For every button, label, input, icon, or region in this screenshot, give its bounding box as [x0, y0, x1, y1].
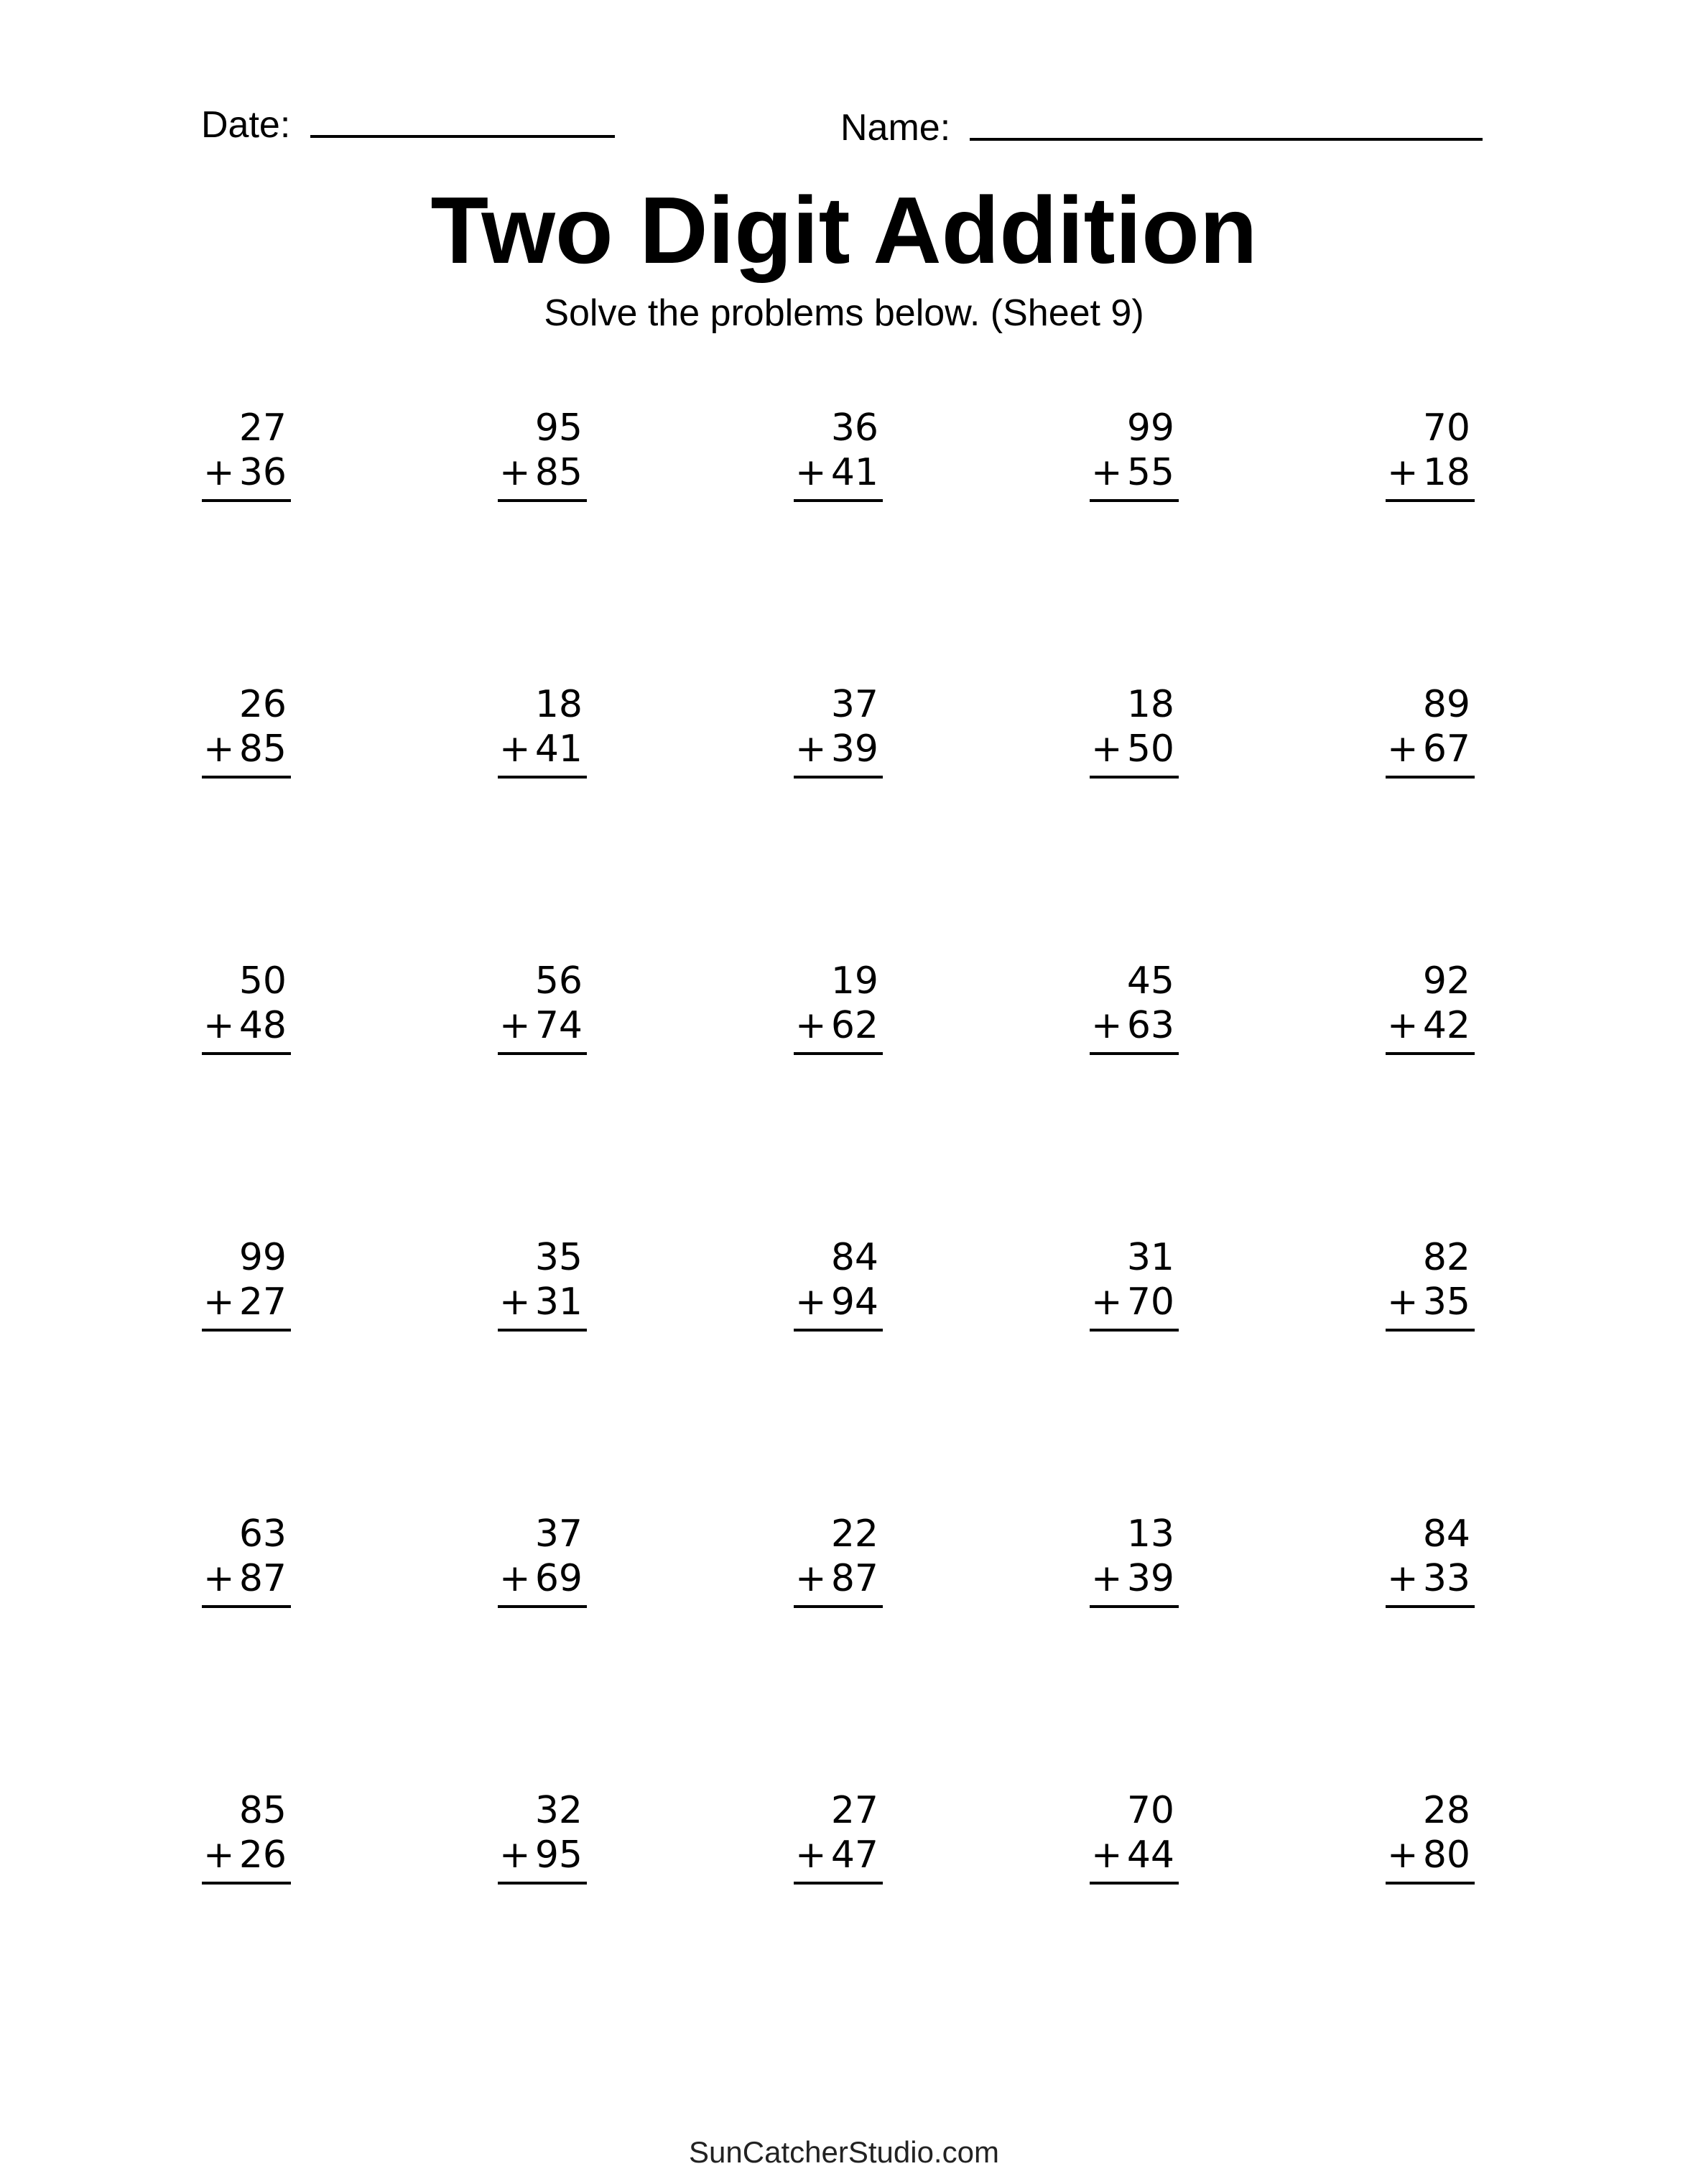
- addition-problem: [202, 1235, 291, 1332]
- plus-sign: +: [1387, 1281, 1419, 1324]
- addition-problem: [1090, 1788, 1179, 1885]
- second-addend-row: [202, 1003, 291, 1048]
- first-addend: 36: [830, 406, 878, 450]
- second-addend-row: [794, 1556, 883, 1601]
- addition-problem: [498, 959, 587, 1055]
- answer-line: [498, 1605, 587, 1608]
- plus-sign: +: [499, 1557, 531, 1600]
- answer-line: [1090, 1882, 1179, 1885]
- answer-line: [794, 1605, 883, 1608]
- second-addend-row: [1090, 450, 1179, 495]
- answer-line: [1090, 1052, 1179, 1055]
- first-addend: 82: [1422, 1236, 1470, 1279]
- addition-problem: [1090, 406, 1179, 502]
- addition-problem: [794, 1512, 883, 1608]
- plus-sign: +: [203, 451, 235, 494]
- first-addend: 63: [238, 1512, 287, 1556]
- first-addend: 37: [534, 1512, 583, 1556]
- second-addend-row: [1090, 727, 1179, 771]
- second-addend-row: [1386, 1556, 1475, 1601]
- date-label: Date:: [201, 104, 291, 146]
- second-addend-row: [202, 727, 291, 771]
- addition-problem: [202, 406, 291, 502]
- plus-sign: +: [499, 1004, 531, 1047]
- second-addend-row: [794, 1833, 883, 1877]
- answer-line: [794, 776, 883, 779]
- addition-problem: [1386, 1512, 1475, 1608]
- first-addend: 95: [534, 406, 583, 450]
- second-addend: 27: [238, 1281, 287, 1324]
- addition-problem: [1090, 1512, 1179, 1608]
- second-addend-row: [498, 1280, 587, 1324]
- second-addend: 33: [1422, 1557, 1470, 1600]
- addition-problem: [498, 1788, 587, 1885]
- plus-sign: +: [203, 1281, 235, 1324]
- answer-line: [498, 1329, 587, 1332]
- addition-problem: [794, 1235, 883, 1332]
- second-addend: 35: [1422, 1281, 1470, 1324]
- second-addend: 74: [534, 1004, 583, 1047]
- addition-problem: [794, 1788, 883, 1885]
- answer-line: [202, 1605, 291, 1608]
- plus-sign: +: [203, 1557, 235, 1600]
- second-addend-row: [1090, 1556, 1179, 1601]
- answer-line: [1090, 1329, 1179, 1332]
- addition-problem: [1090, 1235, 1179, 1332]
- first-addend: 70: [1422, 406, 1470, 450]
- second-addend-row: [1386, 727, 1475, 771]
- plus-sign: +: [1091, 1281, 1123, 1324]
- second-addend: 39: [1126, 1557, 1174, 1600]
- plus-sign: +: [1387, 1557, 1419, 1600]
- first-addend: 27: [830, 1789, 878, 1832]
- answer-line: [498, 499, 587, 502]
- answer-line: [1090, 776, 1179, 779]
- second-addend: 55: [1126, 451, 1174, 494]
- footer-credit: SunCatcherStudio.com: [689, 2135, 999, 2169]
- second-addend: 69: [534, 1557, 583, 1600]
- first-addend: 19: [830, 959, 878, 1003]
- plus-sign: +: [1091, 451, 1123, 494]
- answer-line: [1386, 1052, 1475, 1055]
- first-addend: 84: [830, 1236, 878, 1279]
- addition-problem: [498, 1235, 587, 1332]
- plus-sign: +: [203, 728, 235, 771]
- second-addend: 39: [830, 728, 878, 771]
- plus-sign: +: [499, 451, 531, 494]
- answer-line: [1386, 776, 1475, 779]
- second-addend: 41: [534, 728, 583, 771]
- first-addend: 18: [534, 683, 583, 726]
- answer-line: [498, 1052, 587, 1055]
- first-addend: 89: [1422, 683, 1470, 726]
- second-addend: 26: [238, 1834, 287, 1877]
- answer-line: [202, 1882, 291, 1885]
- second-addend-row: [202, 1556, 291, 1601]
- answer-line: [794, 1329, 883, 1332]
- plus-sign: +: [499, 1281, 531, 1324]
- plus-sign: +: [795, 1281, 827, 1324]
- instructions: Solve the problems below. (Sheet 9): [544, 292, 1144, 334]
- first-addend: 37: [830, 683, 878, 726]
- second-addend: 44: [1126, 1834, 1174, 1877]
- first-addend: 85: [238, 1789, 287, 1832]
- first-addend: 45: [1126, 959, 1174, 1003]
- first-addend: 28: [1422, 1789, 1470, 1832]
- answer-line: [202, 776, 291, 779]
- answer-line: [1090, 1605, 1179, 1608]
- second-addend-row: [1386, 1003, 1475, 1048]
- addition-problem: [202, 1512, 291, 1608]
- second-addend-row: [794, 727, 883, 771]
- plus-sign: +: [1387, 1834, 1419, 1877]
- answer-line: [202, 1329, 291, 1332]
- addition-problem: [1090, 959, 1179, 1055]
- plus-sign: +: [1387, 1004, 1419, 1047]
- second-addend-row: [794, 1280, 883, 1324]
- plus-sign: +: [795, 451, 827, 494]
- addition-problem: [498, 1512, 587, 1608]
- plus-sign: +: [499, 728, 531, 771]
- second-addend: 18: [1422, 451, 1470, 494]
- addition-problem: [1386, 1788, 1475, 1885]
- plus-sign: +: [203, 1834, 235, 1877]
- second-addend: 63: [1126, 1004, 1174, 1047]
- second-addend-row: [202, 450, 291, 495]
- second-addend: 41: [830, 451, 878, 494]
- addition-problem: [794, 959, 883, 1055]
- answer-line: [1386, 1882, 1475, 1885]
- answer-line: [1386, 1605, 1475, 1608]
- second-addend-row: [498, 450, 587, 495]
- answer-line: [1386, 499, 1475, 502]
- answer-line: [498, 1882, 587, 1885]
- answer-line: [794, 1052, 883, 1055]
- addition-problem: [498, 406, 587, 502]
- answer-line: [498, 776, 587, 779]
- second-addend-row: [1090, 1833, 1179, 1877]
- second-addend: 48: [238, 1004, 287, 1047]
- plus-sign: +: [1091, 1557, 1123, 1600]
- first-addend: 13: [1126, 1512, 1174, 1556]
- answer-line: [1386, 1329, 1475, 1332]
- plus-sign: +: [499, 1834, 531, 1877]
- answer-line: [202, 1052, 291, 1055]
- first-addend: 70: [1126, 1789, 1174, 1832]
- second-addend: 80: [1422, 1834, 1470, 1877]
- second-addend: 62: [830, 1004, 878, 1047]
- plus-sign: +: [795, 1004, 827, 1047]
- first-addend: 22: [830, 1512, 878, 1556]
- name-label: Name:: [840, 107, 951, 149]
- second-addend-row: [794, 1003, 883, 1048]
- first-addend: 56: [534, 959, 583, 1003]
- addition-problem: [1386, 959, 1475, 1055]
- second-addend-row: [498, 1556, 587, 1601]
- first-addend: 99: [238, 1236, 287, 1279]
- answer-line: [202, 499, 291, 502]
- first-addend: 92: [1422, 959, 1470, 1003]
- second-addend: 67: [1422, 728, 1470, 771]
- addition-problem: [1386, 1235, 1475, 1332]
- addition-problem: [1090, 682, 1179, 779]
- second-addend: 85: [534, 451, 583, 494]
- second-addend-row: [1386, 1280, 1475, 1324]
- answer-line: [1090, 499, 1179, 502]
- second-addend-row: [498, 727, 587, 771]
- addition-problem: [202, 682, 291, 779]
- first-addend: 32: [534, 1789, 583, 1832]
- second-addend: 87: [830, 1557, 878, 1600]
- second-addend-row: [498, 1003, 587, 1048]
- answer-line: [794, 499, 883, 502]
- second-addend-row: [202, 1833, 291, 1877]
- second-addend: 31: [534, 1281, 583, 1324]
- second-addend: 47: [830, 1834, 878, 1877]
- second-addend-row: [1090, 1280, 1179, 1324]
- plus-sign: +: [1387, 451, 1419, 494]
- addition-problem: [1386, 406, 1475, 502]
- second-addend: 85: [238, 728, 287, 771]
- addition-problem: [202, 1788, 291, 1885]
- first-addend: 18: [1126, 683, 1174, 726]
- plus-sign: +: [1091, 1004, 1123, 1047]
- first-addend: 26: [238, 683, 287, 726]
- second-addend: 36: [238, 451, 287, 494]
- first-addend: 31: [1126, 1236, 1174, 1279]
- second-addend-row: [202, 1280, 291, 1324]
- plus-sign: +: [795, 1834, 827, 1877]
- first-addend: 50: [238, 959, 287, 1003]
- second-addend-row: [1090, 1003, 1179, 1048]
- second-addend: 50: [1126, 728, 1174, 771]
- second-addend: 94: [830, 1281, 878, 1324]
- second-addend-row: [498, 1833, 587, 1877]
- first-addend: 84: [1422, 1512, 1470, 1556]
- page-title: Two Digit Addition: [430, 177, 1258, 283]
- plus-sign: +: [795, 1557, 827, 1600]
- second-addend-row: [794, 450, 883, 495]
- plus-sign: +: [203, 1004, 235, 1047]
- second-addend: 95: [534, 1834, 583, 1877]
- first-addend: 27: [238, 406, 287, 450]
- answer-line: [794, 1882, 883, 1885]
- addition-problem: [794, 406, 883, 502]
- second-addend-row: [1386, 450, 1475, 495]
- second-addend-row: [1386, 1833, 1475, 1877]
- plus-sign: +: [1091, 1834, 1123, 1877]
- addition-problem: [498, 682, 587, 779]
- second-addend: 70: [1126, 1281, 1174, 1324]
- plus-sign: +: [795, 728, 827, 771]
- addition-problem: [794, 682, 883, 779]
- addition-problem: [202, 959, 291, 1055]
- addition-problem: [1386, 682, 1475, 779]
- second-addend: 87: [238, 1557, 287, 1600]
- plus-sign: +: [1091, 728, 1123, 771]
- plus-sign: +: [1387, 728, 1419, 771]
- first-addend: 99: [1126, 406, 1174, 450]
- second-addend: 42: [1422, 1004, 1470, 1047]
- first-addend: 35: [534, 1236, 583, 1279]
